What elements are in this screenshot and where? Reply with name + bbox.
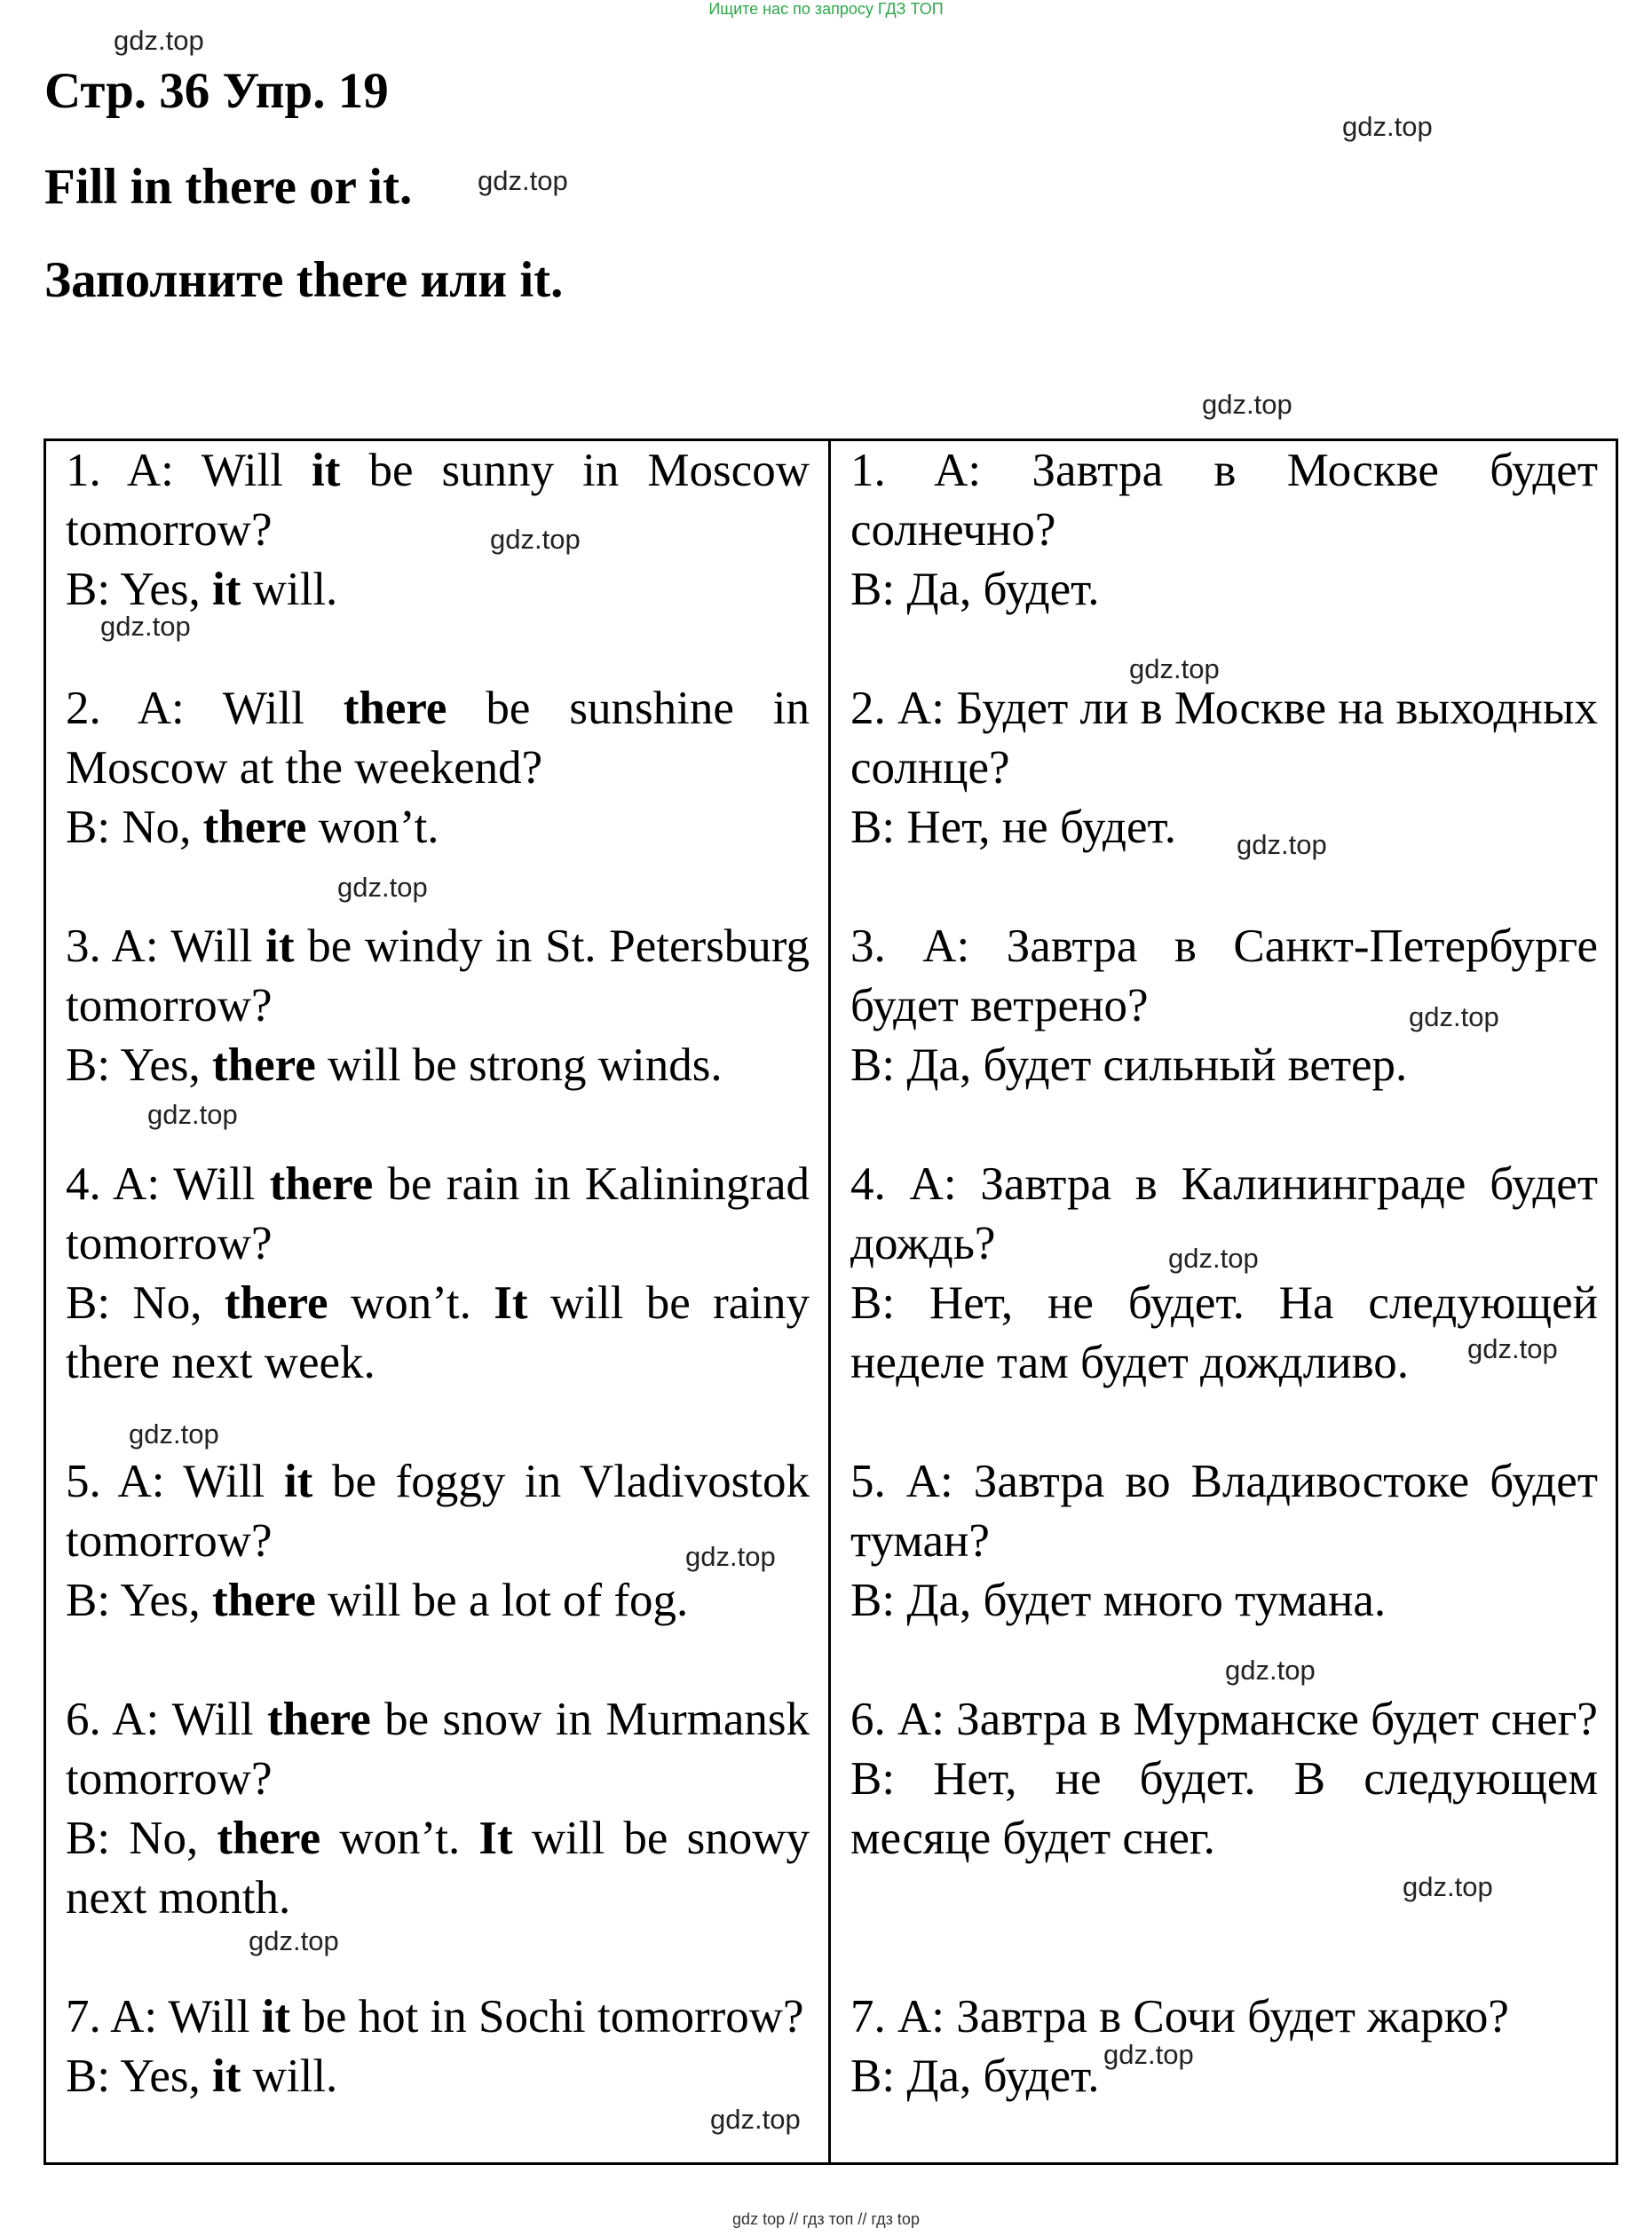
question: 2. А: Будет ли в Москве на выходных солнце?: [850, 683, 1598, 794]
english-item-1: [66, 441, 810, 620]
answer: В: Нет, не будет.: [850, 802, 1176, 853]
watermark: gdz.top: [337, 872, 428, 903]
russian-item-7: [850, 1987, 1598, 2106]
answer: B: Yes, it will.: [66, 2050, 338, 2102]
question: 3. A: Will it be windy in St. Petersburg tomorrow?: [66, 920, 810, 1031]
watermark: gdz.top: [1202, 389, 1292, 420]
english-item-4: [66, 1155, 810, 1393]
russian-item-2: [850, 679, 1598, 857]
footer: gdz top // гдз топ // гдз top: [732, 2210, 920, 2228]
top-banner: Ищите нас по запросу ГДЗ ТОП: [708, 0, 944, 18]
answer: B: Yes, there will be strong winds.: [66, 1039, 723, 1091]
russian-item-1: [850, 441, 1598, 620]
watermark: gdz.top: [129, 1418, 219, 1450]
watermark: gdz.top: [1168, 1243, 1259, 1274]
answer: В: Нет, не будет. В следующем месяце будет снег.: [850, 1753, 1598, 1864]
watermark: gdz.top: [490, 524, 581, 555]
russian-item-5: [850, 1452, 1598, 1631]
watermark: gdz.top: [1103, 2039, 1194, 2070]
column-divider: [828, 439, 831, 2165]
instruction-english: Fill in there or it.: [44, 159, 413, 215]
page-title: Стр. 36 Упр. 19: [44, 63, 389, 119]
answer: B: No, there won’t.: [66, 802, 439, 853]
english-item-2: [66, 679, 810, 857]
question: 1. A: Will it be sunny in Moscow tomorrow?: [66, 445, 810, 556]
watermark: gdz.top: [1237, 829, 1327, 860]
question: 6. А: Завтра в Мурманске будет снег?: [850, 1694, 1598, 1745]
russian-item-6: [850, 1690, 1598, 1869]
english-item-3: [66, 917, 810, 1095]
watermark: gdz.top: [1342, 111, 1433, 142]
question: 2. A: Will there be sunshine in Moscow at the weekend?: [66, 683, 810, 794]
watermark: gdz.top: [1403, 1871, 1493, 1902]
instruction-russian: Заполните there или it.: [44, 252, 564, 308]
answer: В: Да, будет много тумана.: [850, 1575, 1387, 1626]
question: 6. A: Will there be snow in Murmansk tomorrow?: [66, 1694, 810, 1805]
question: 5. А: Завтра во Владивостоке будет туман?: [850, 1456, 1598, 1567]
watermark: gdz.top: [685, 1541, 776, 1572]
answer: В: Да, будет.: [850, 2050, 1100, 2102]
question: 3. А: Завтра в Санкт-Петербурге будет ветрено?: [850, 920, 1598, 1031]
question: 4. А: Завтра в Калининграде будет дождь?: [850, 1158, 1598, 1269]
question: 5. A: Will it be foggy in Vladivostok tomorrow?: [66, 1456, 810, 1567]
watermark: gdz.top: [100, 611, 191, 642]
answer: B: Yes, it will.: [66, 564, 338, 615]
watermark: gdz.top: [1409, 1001, 1499, 1032]
answer: B: Yes, there will be a lot of fog.: [66, 1575, 689, 1626]
question: 7. А: Завтра в Сочи будет жарко?: [850, 1991, 1509, 2042]
english-item-6: [66, 1690, 810, 1928]
answer: В: Да, будет.: [850, 564, 1100, 615]
watermark: gdz.top: [1225, 1655, 1316, 1686]
answer: В: Да, будет сильный ветер.: [850, 1039, 1408, 1091]
answer: B: No, there won’t. It will be rainy there next week.: [66, 1277, 810, 1388]
answer: В: Нет, не будет. На следующей неделе там будет дождливо.: [850, 1277, 1598, 1388]
watermark: gdz.top: [710, 2104, 801, 2135]
watermark: gdz.top: [249, 1925, 339, 1956]
question: 7. A: Will it be hot in Sochi tomorrow?: [66, 1991, 804, 2042]
watermark: gdz.top: [114, 25, 204, 56]
english-item-7: [66, 1987, 810, 2106]
watermark: gdz.top: [147, 1099, 238, 1130]
answer: B: No, there won’t. It will be snowy next month.: [66, 1813, 810, 1924]
watermark: gdz.top: [1467, 1333, 1558, 1364]
watermark: gdz.top: [1129, 653, 1220, 684]
question: 4. A: Will there be rain in Kaliningrad tomorrow?: [66, 1158, 810, 1269]
watermark: gdz.top: [478, 165, 568, 196]
question: 1. A: Завтра в Москве будет солнечно?: [850, 445, 1598, 556]
